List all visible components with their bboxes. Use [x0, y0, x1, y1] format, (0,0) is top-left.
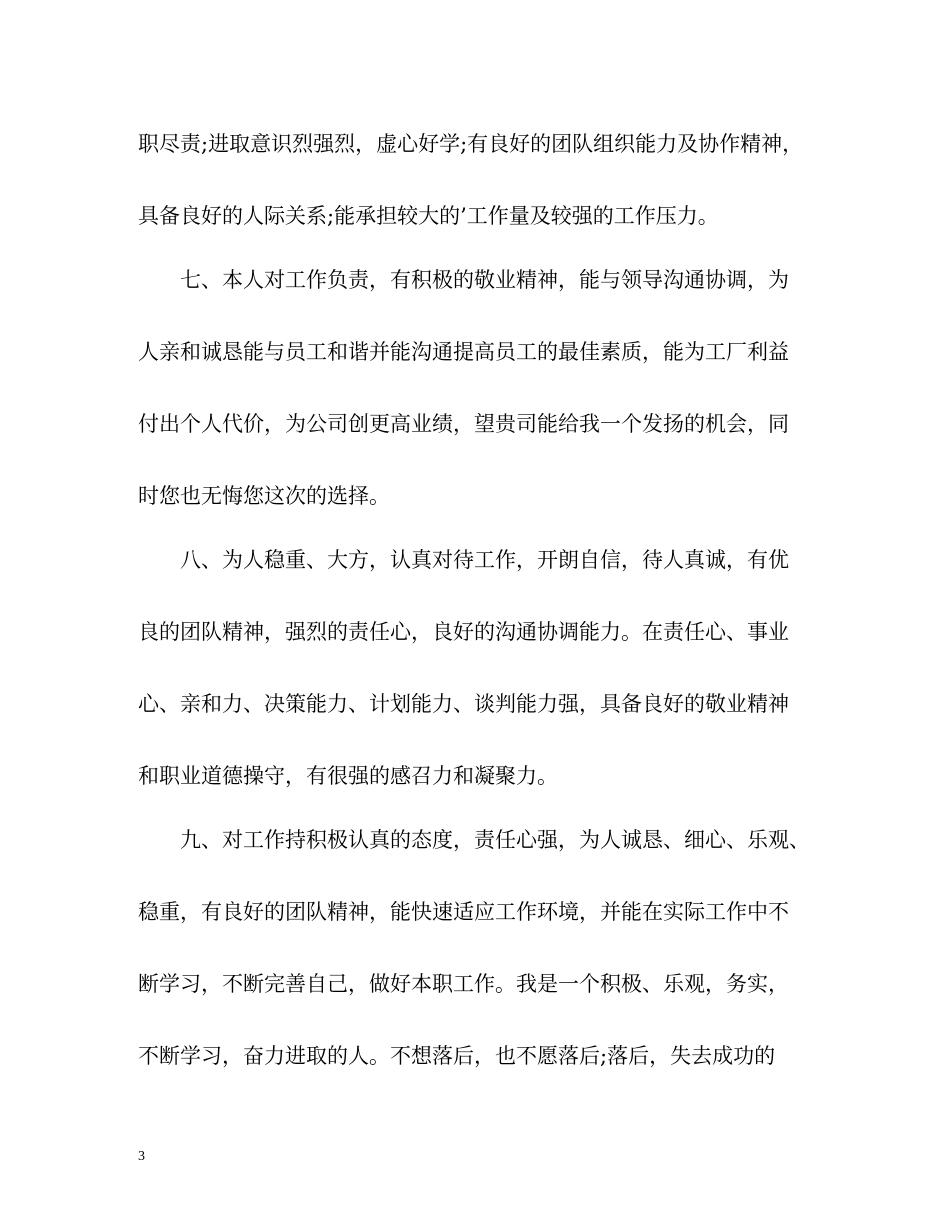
- paragraph-eight-start: 八、为人稳重、大方，认真对待工作，开朗自信，待人真诚，有优: [180, 548, 789, 572]
- text-line: 职尽责;进取意识烈强烈，虚心好学;有良好的团队组织能力及协作精神，: [138, 132, 804, 156]
- text-line: 时您也无悔您这次的选择。: [138, 484, 390, 508]
- text-line: 心、亲和力、决策能力、计划能力、谈判能力强，具备良好的敬业精神: [138, 692, 789, 716]
- paragraph-nine-start: 九、对工作持积极认真的态度，责任心强，为人诚恳、细心、乐观、: [180, 828, 810, 852]
- text-line: 不断学习，奋力进取的人。不想落后，也不愿落后;落后，失去成功的: [138, 1044, 776, 1068]
- text-line: 断学习，不断完善自己，做好本职工作。我是一个积极、乐观，务实，: [138, 972, 789, 996]
- text-line: 人亲和诚恳能与员工和谐并能沟通提高员工的最佳素质，能为工厂利益: [138, 340, 789, 364]
- text-line: 具备良好的人际关系;能承担较大的’工作量及较强的工作压力。: [138, 204, 719, 228]
- paragraph-seven-start: 七、本人对工作负责，有积极的敬业精神，能与领导沟通协调，为: [180, 268, 789, 292]
- text-line: 付出个人代价，为公司创更高业绩，望贵司能给我一个发扬的机会，同: [138, 412, 789, 436]
- page-number: 3: [138, 1149, 145, 1164]
- text-line: 和职业道德操守，有很强的感召力和凝聚力。: [138, 764, 558, 788]
- text-line: 稳重，有良好的团队精神，能快速适应工作环境，并能在实际工作中不: [138, 900, 789, 924]
- text-line: 良的团队精神，强烈的责任心，良好的沟通协调能力。在责任心、事业: [138, 620, 789, 644]
